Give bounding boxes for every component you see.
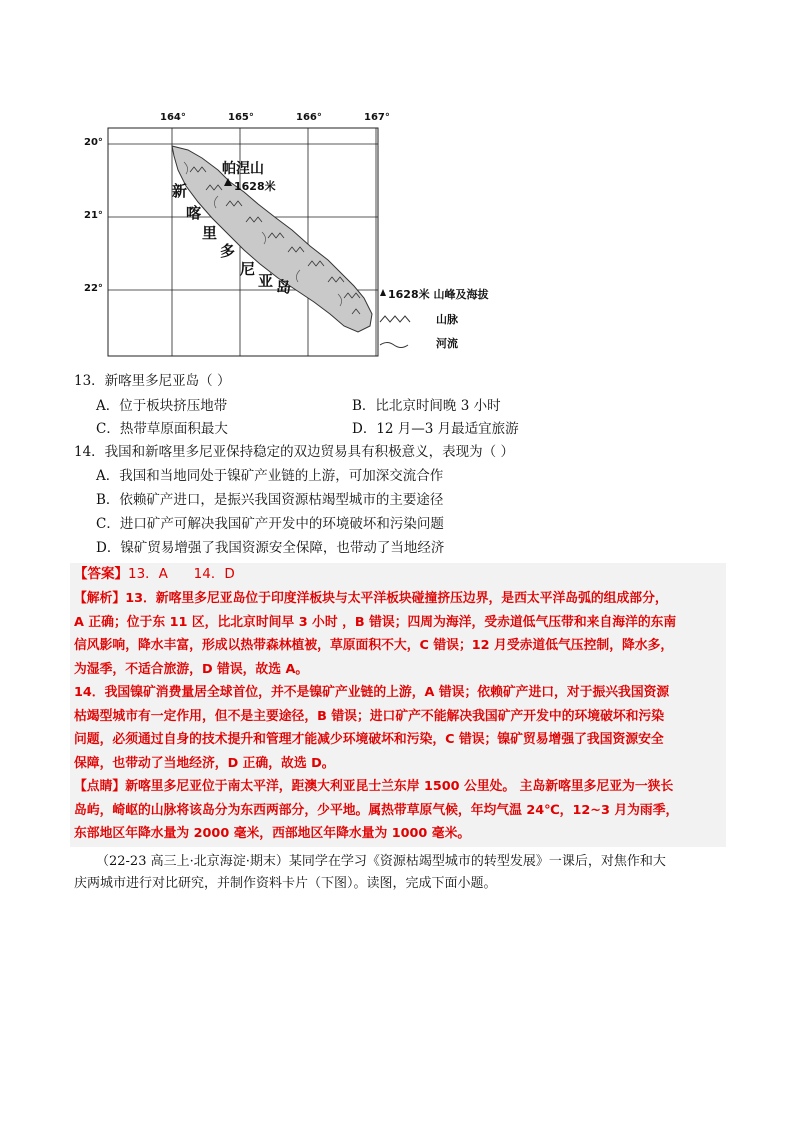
comment-line-3: 东部地区年降水量为 2000 毫米，西部地区年降水量为 1000 毫米。 <box>74 826 471 841</box>
comment-tag: 【点睛】 <box>74 779 126 794</box>
peak-height: 1628米 <box>234 180 276 193</box>
legend-river-icon <box>380 343 408 348</box>
island-char-2: 喀 <box>186 204 202 222</box>
analysis-line-5: 14．我国镍矿消费量居全球首位，并不是镍矿产业链的上游，A 错误；依赖矿产进口，对于振兴我国资源 <box>74 685 670 700</box>
analysis-line-1: 【解析】13．新喀里多尼亚岛位于印度洋板块与太平洋板块碰撞挤压边界，是西太平洋岛弧的组成部分， <box>74 591 668 606</box>
island-char-1: 新 <box>172 182 188 200</box>
lat-tick-21: 21° <box>84 210 103 221</box>
legend-river-label: 河流 <box>436 337 458 350</box>
peak-name: 帕涅山 <box>222 161 264 177</box>
legend-mountain-label: 山脉 <box>436 313 458 326</box>
q14-option-a: A．我国和当地同处于镍矿产业链的上游，可加深交流合作 <box>96 468 444 484</box>
q13-option-b: B．比北京时间晚 3 小时 <box>352 398 501 414</box>
q14-stem: 14．我国和新喀里多尼亚保持稳定的双边贸易具有积极意义，表现为（ ） <box>74 444 514 460</box>
island-char-5: 尼 <box>240 260 256 278</box>
analysis-block <box>74 587 724 846</box>
answer-line <box>74 563 235 587</box>
island-char-4: 多 <box>220 242 236 260</box>
analysis-line-7: 问题，必须通过自身的技术提升和管理才能减少环境破坏和污染，C 错误；镍矿贸易增强了我国资源安全 <box>74 732 664 747</box>
answer-tag: 【答案】 <box>74 566 128 582</box>
legend-mountain-range-icon <box>380 316 410 322</box>
analysis-line-4: 为湿季，不适合旅游，D 错误，故选 A。 <box>74 661 309 677</box>
island-char-6: 亚 <box>258 272 274 290</box>
q13-stem: 13．新喀里多尼亚岛（ ） <box>74 373 231 389</box>
analysis-line-2: A 正确；位于东 11 区，比北京时间早 3 小时 ，B 错误；四周为海洋，受赤道低气压带和来自海洋的东南 <box>74 614 677 630</box>
next-intro-line-1: （22-23 高三上·北京海淀·期末）某同学在学习《资源枯竭型城市的转型发展》一课后，对焦作和大 <box>96 854 666 869</box>
island-char-7: 岛 <box>276 278 292 296</box>
q13-option-a: A．位于板块挤压地带 <box>96 398 228 414</box>
lat-tick-22: 22° <box>84 283 103 294</box>
lon-tick-167: 167° <box>364 112 390 123</box>
analysis-line-6: 枯竭型城市有一定作用，但不是主要途径，B 错误；进口矿产不能解决我国矿产开发中的环境破坏和污染 <box>74 708 665 724</box>
analysis-line-8: 保障，也带动了当地经济，D 正确，故选 D。 <box>74 755 335 771</box>
analysis-line-3: 信风影响，降水丰富，形成以热带森林植被，草原面积不大，C 错误；12 月受赤道低气压控制，降水多， <box>74 638 674 653</box>
comment-line-2: 岛屿，崎岖的山脉将该岛分为东西两部分，少平地。属热带草原气候，年均气温 24℃，12~3 月为雨季， <box>74 802 679 818</box>
lon-tick-164: 164° <box>160 112 186 123</box>
comment-line-1: 【点睛】新喀里多尼亚位于南太平洋，距澳大利亚昆士兰东岸 1500 公里处。 主岛新喀里多尼亚为一狭长 <box>74 779 674 794</box>
island-char-3: 里 <box>202 224 218 242</box>
lon-tick-166: 166° <box>296 112 322 123</box>
q13-option-c: C．热带草原面积最大 <box>96 421 228 437</box>
q14-option-b: B．依赖矿产进口，是振兴我国资源枯竭型城市的主要途径 <box>96 492 444 508</box>
lat-tick-20: 20° <box>84 137 103 148</box>
q14-option-c: C．进口矿产可解决我国矿产开发中的环境破坏和污染问题 <box>96 516 444 532</box>
next-intro-line-2: 庆两城市进行对比研究，并制作资料卡片（下图）。读图，完成下面小题。 <box>74 876 497 891</box>
answer-text: 13．A 14．D <box>128 566 235 582</box>
legend-peak-icon <box>380 289 386 296</box>
analysis-tag: 【解析】 <box>74 591 126 606</box>
q13-option-d: D．12 月—3 月最适宜旅游 <box>352 421 519 437</box>
q14-option-d: D．镍矿贸易增强了我国资源安全保障，也带动了当地经济 <box>96 540 445 556</box>
legend-peak-label: 1628米 山峰及海拔 <box>388 288 489 301</box>
next-intro <box>74 851 736 895</box>
lon-tick-165: 165° <box>228 112 254 123</box>
map-figure <box>80 100 520 360</box>
